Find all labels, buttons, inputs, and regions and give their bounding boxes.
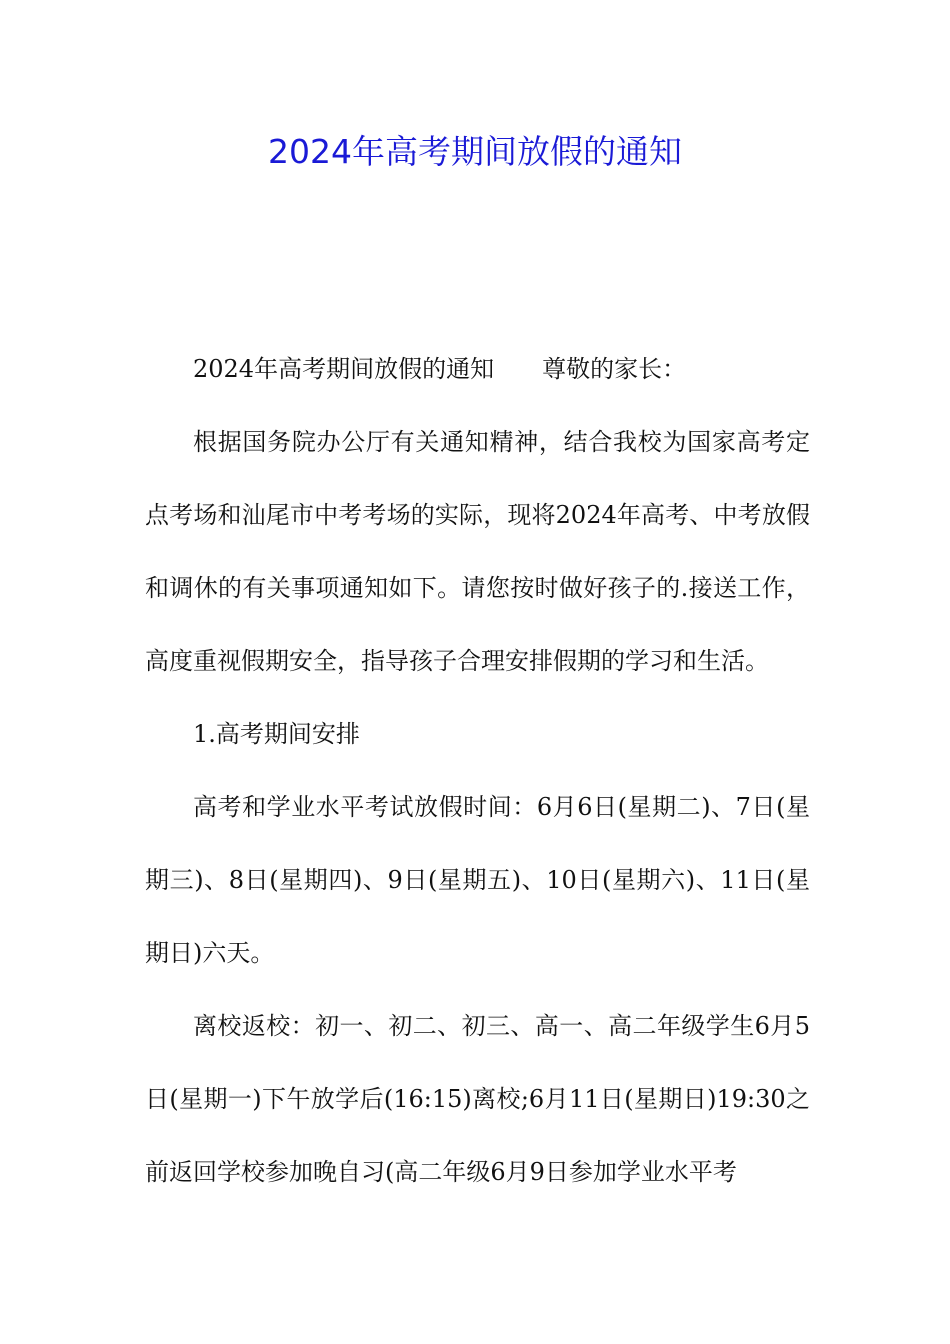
salutation: 尊敬的家长：: [542, 355, 687, 383]
document-title: 2024年高考期间放假的通知: [268, 132, 682, 171]
document-body: [145, 333, 810, 1209]
opening-line: [145, 333, 810, 406]
opening-heading: 2024年高考期间放假的通知: [193, 355, 495, 383]
paragraph-holiday-time: 高考和学业水平考试放假时间：6月6日(星期二)、7日(星期三)、8日(星期四)、9日(星期五)、10日(星期六)、11日(星期日)六天。: [145, 793, 810, 967]
paragraph-leave-return: 离校返校：初一、初二、初三、高一、高二年级学生6月5日(星期一)下午放学后(16:15)离校;6月11日(星期日)19:30之前返回学校参加晚自习(高二年级6月9日参加学业水平考: [145, 1012, 810, 1186]
paragraph-intro: 根据国务院办公厅有关通知精神，结合我校为国家高考定点考场和汕尾市中考考场的实际，现将2024年高考、中考放假和调休的有关事项通知如下。请您按时做好孩子的.接送工作，高度重视假期安全，指导孩子合理安排假期的学习和生活。: [145, 428, 810, 675]
section-heading-gaokao: 1.高考期间安排: [193, 720, 360, 748]
